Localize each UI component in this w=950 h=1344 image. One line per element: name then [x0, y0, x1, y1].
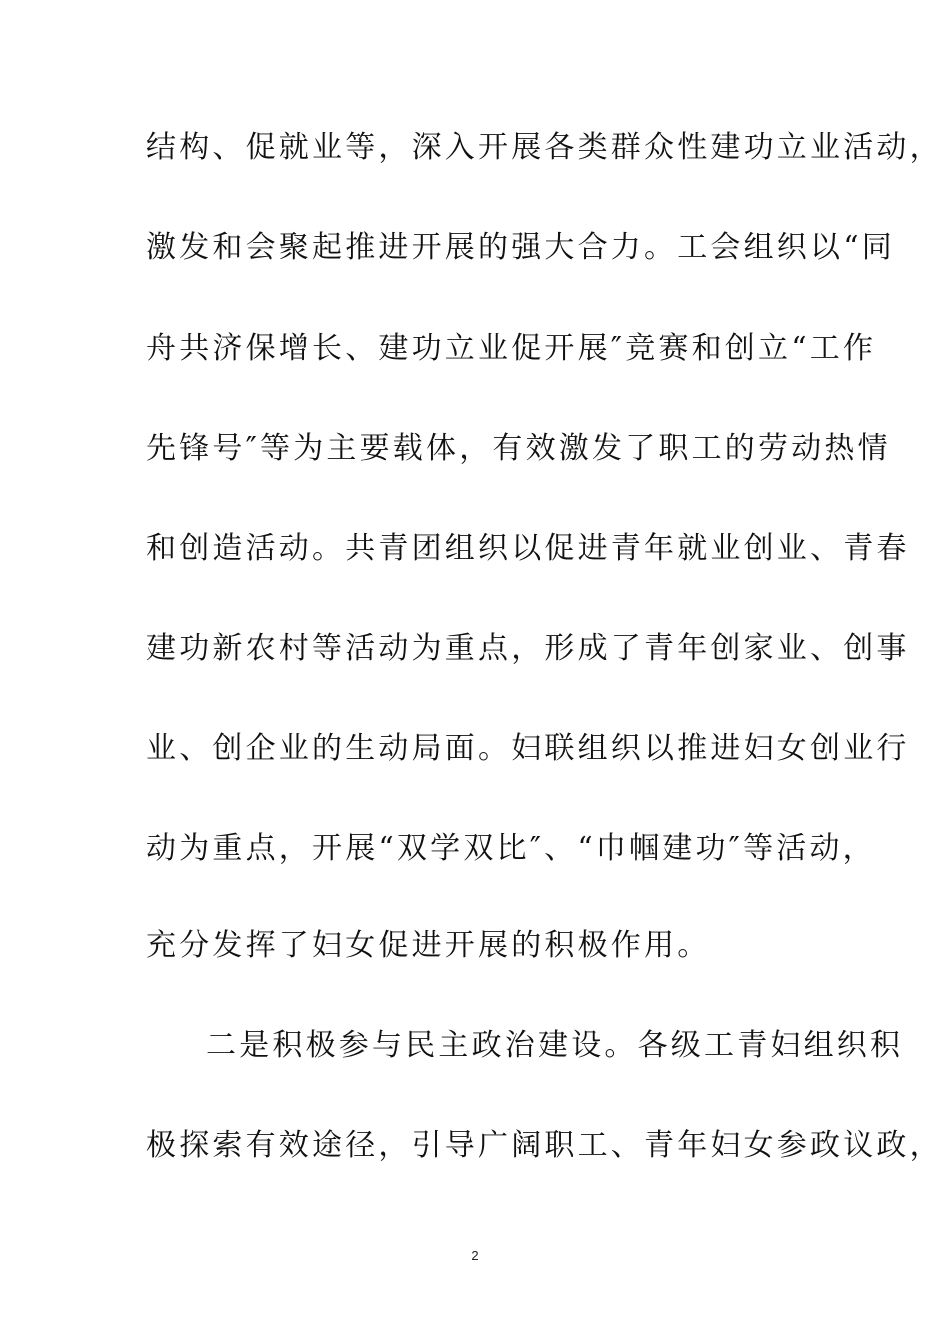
- text-line: 先锋号″等为主要载体，有效激发了职工的劳动热情: [146, 431, 891, 466]
- text-line: 极探索有效途径，引导广阔职工、青年妇女参政议政，: [146, 1128, 943, 1163]
- text-line: 结构、促就业等，深入开展各类群众性建功立业活动，: [146, 130, 943, 165]
- paragraph-first-line: 二是积极参与民主政治建设。各级工青妇组织积: [206, 1028, 904, 1063]
- page-number: 2: [471, 1248, 479, 1263]
- text-line: 舟共济保增长、建功立业促开展″竞赛和创立“工作: [146, 331, 877, 366]
- text-line: 动为重点，开展“双学双比″、“巾帼建功″等活动，: [146, 831, 876, 866]
- text-line: 激发和会聚起推进开展的强大合力。工会组织以“同: [146, 230, 895, 265]
- text-line: 充分发挥了妇女促进开展的积极作用。: [146, 928, 711, 963]
- text-line: 建功新农村等活动为重点，形成了青年创家业、创事: [146, 631, 910, 666]
- text-line: 和创造活动。共青团组织以促进青年就业创业、青春: [146, 531, 910, 566]
- text-line: 业、创企业的生动局面。妇联组织以推进妇女创业行: [146, 731, 910, 766]
